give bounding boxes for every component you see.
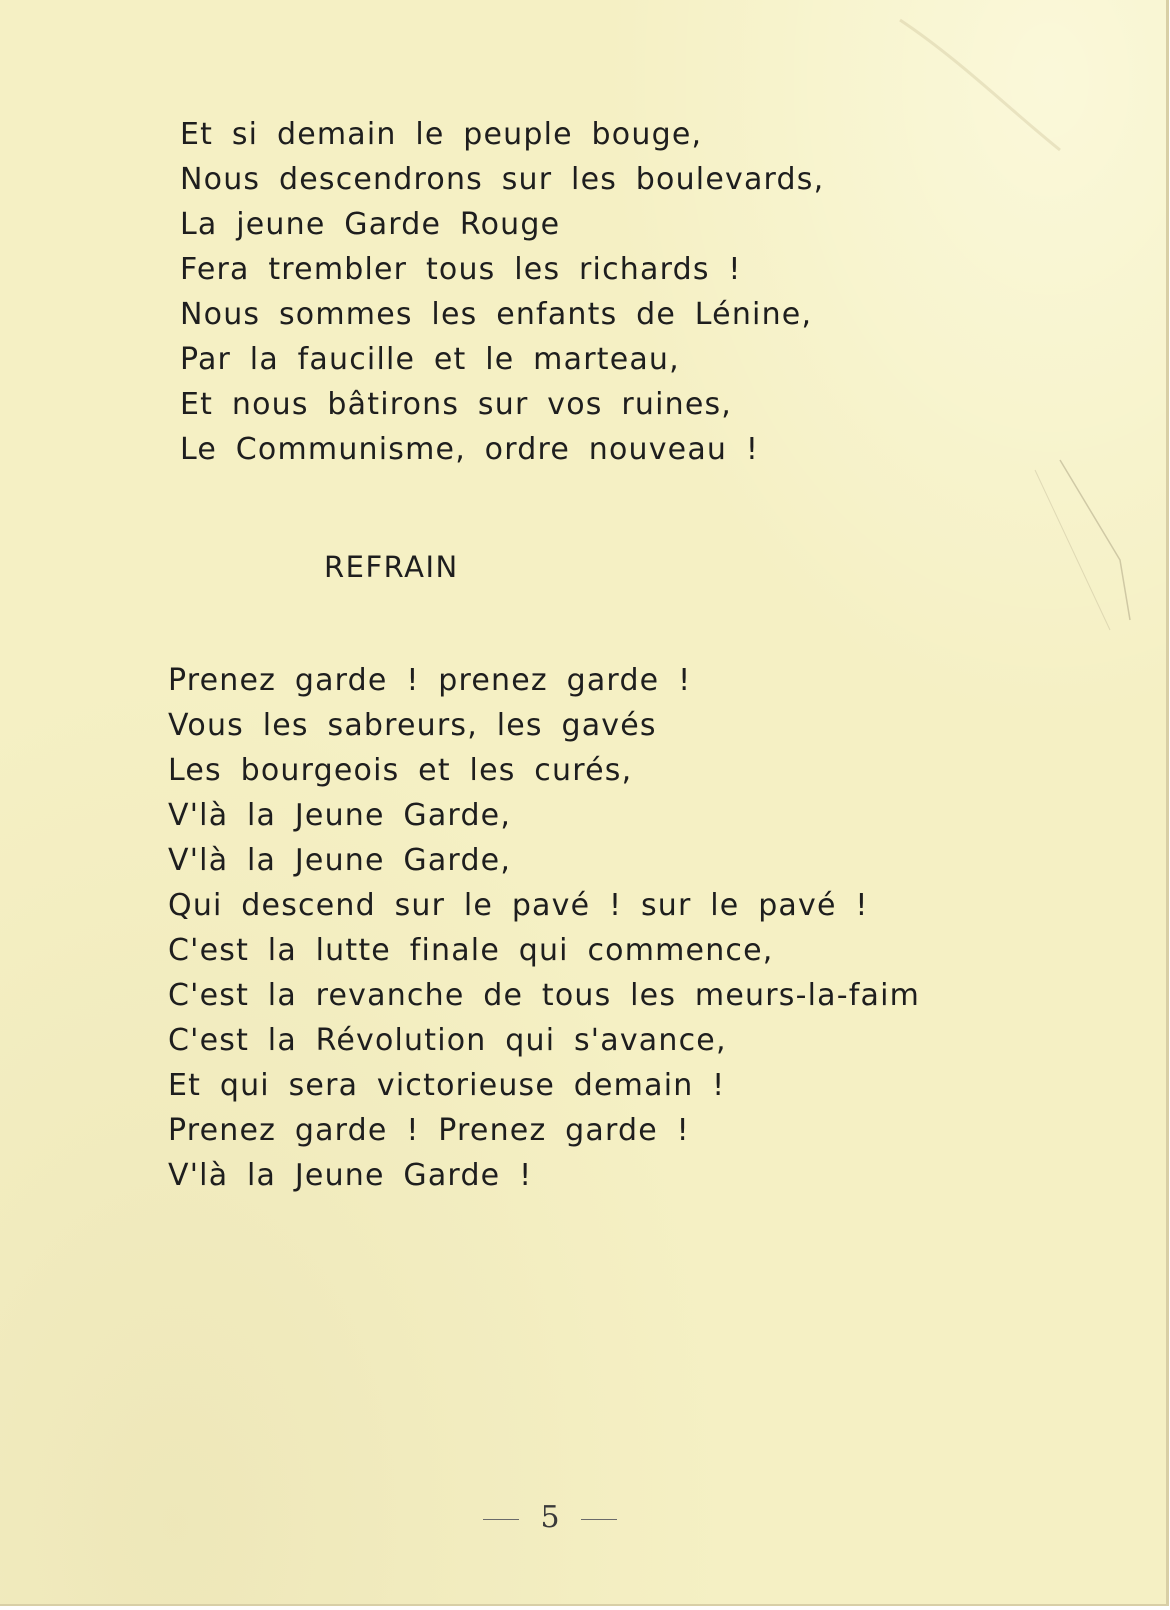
refrain-line: Prenez garde ! Prenez garde ! bbox=[168, 1113, 690, 1148]
refrain-line: Vous les sabreurs, les gavés bbox=[168, 708, 657, 743]
verse-line: Fera trembler tous les richards ! bbox=[180, 252, 742, 287]
refrain-line: V'là la Jeune Garde, bbox=[168, 798, 512, 833]
refrain-stanza bbox=[168, 658, 968, 1198]
verse-line: Par la faucille et le marteau, bbox=[180, 342, 680, 377]
refrain-line: Qui descend sur le pavé ! sur le pavé ! bbox=[168, 888, 869, 923]
verse-line: Le Communisme, ordre nouveau ! bbox=[180, 432, 760, 467]
verse-line: Et si demain le peuple bouge, bbox=[180, 117, 703, 152]
refrain-heading: REFRAIN bbox=[324, 550, 459, 584]
verse-stanza bbox=[180, 112, 880, 472]
verse-line: La jeune Garde Rouge bbox=[180, 207, 561, 242]
refrain-line: V'là la Jeune Garde, bbox=[168, 843, 512, 878]
page-number-dash-left bbox=[483, 1519, 519, 1520]
verse-line: Et nous bâtirons sur vos ruines, bbox=[180, 387, 733, 422]
page-number bbox=[0, 1500, 1100, 1535]
refrain-line: C'est la revanche de tous les meurs-la-faim bbox=[168, 978, 921, 1013]
verse-line: Nous descendrons sur les boulevards, bbox=[180, 162, 825, 197]
refrain-line: Prenez garde ! prenez garde ! bbox=[168, 663, 692, 698]
page-number-dash-right bbox=[581, 1519, 617, 1520]
refrain-line: Et qui sera victorieuse demain ! bbox=[168, 1068, 726, 1103]
verse-line: Nous sommes les enfants de Lénine, bbox=[180, 297, 813, 332]
refrain-line: C'est la Révolution qui s'avance, bbox=[168, 1023, 727, 1058]
refrain-line: V'là la Jeune Garde ! bbox=[168, 1158, 533, 1193]
refrain-line: Les bourgeois et les curés, bbox=[168, 753, 633, 788]
refrain-line: C'est la lutte finale qui commence, bbox=[168, 933, 774, 968]
page-number-value: 5 bbox=[540, 1500, 560, 1535]
